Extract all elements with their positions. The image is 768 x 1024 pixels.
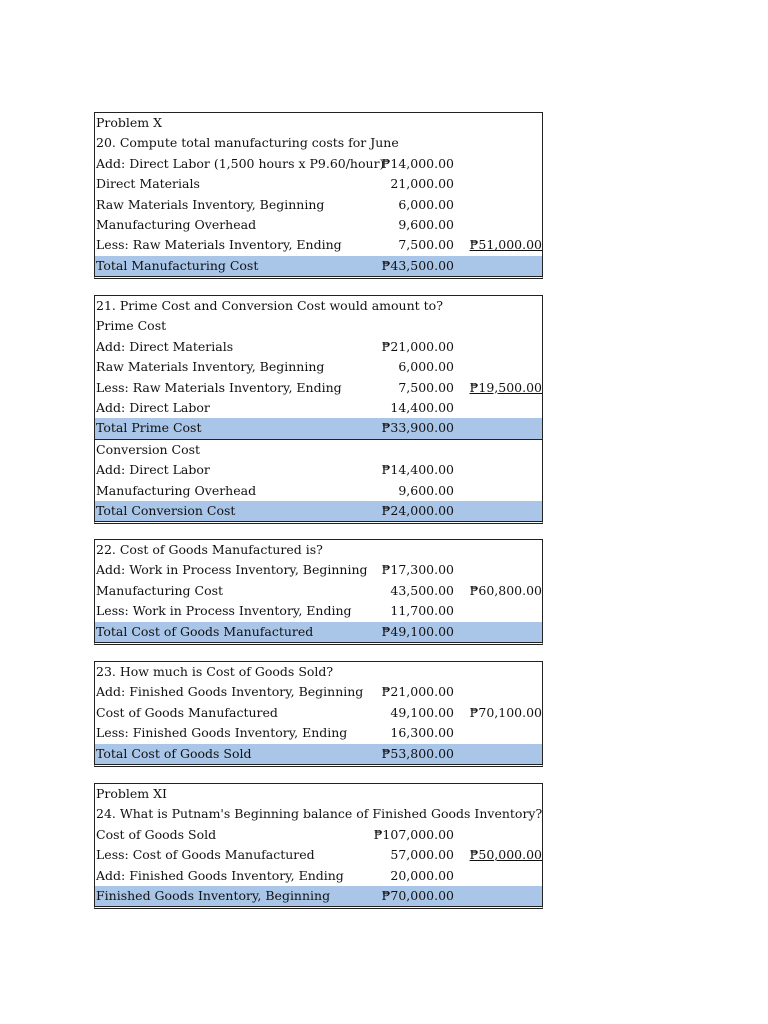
- row-label: Problem X: [96, 115, 163, 130]
- row-label: Less: Cost of Goods Manufactured: [96, 847, 315, 863]
- subtotal: ₱60,800.00: [469, 582, 542, 598]
- row-label: Less: Finished Goods Inventory, Ending: [96, 725, 348, 741]
- row-label: Problem XI: [96, 786, 167, 801]
- subtotal: ₱51,000.00: [469, 237, 542, 253]
- row-label: Direct Materials: [96, 176, 200, 192]
- row-label: Conversion Cost: [96, 441, 201, 457]
- subtotal: ₱19,500.00: [469, 379, 542, 395]
- row: [95, 235, 542, 255]
- row: [95, 439, 542, 460]
- row-label: 24. What is Putnam's Beginning balance of Finished Goods Inventory?: [96, 806, 543, 822]
- total-amount: ₱53,800.00: [381, 745, 454, 761]
- total-row: [95, 744, 542, 764]
- row: [95, 723, 542, 743]
- total-row: [95, 622, 542, 642]
- q22-block: [94, 539, 543, 645]
- row: [95, 215, 542, 235]
- problem-xi-q24-block: [94, 783, 543, 909]
- problem-x-q20-block: [94, 112, 543, 279]
- row-label: Total Manufacturing Cost: [96, 257, 259, 273]
- amount: ₱107,000.00: [373, 826, 454, 842]
- row-label: Finished Goods Inventory, Beginning: [96, 887, 331, 903]
- row: [95, 601, 542, 621]
- row: [95, 337, 542, 357]
- total-amount: ₱70,000.00: [381, 887, 454, 903]
- row: [95, 154, 542, 174]
- row: [95, 560, 542, 580]
- amount: 21,000.00: [390, 176, 454, 192]
- amount: 7,500.00: [398, 237, 454, 253]
- amount: 9,600.00: [398, 216, 454, 232]
- row-label: Less: Raw Materials Inventory, Ending: [96, 379, 342, 395]
- row: [95, 195, 542, 215]
- amount: ₱17,300.00: [381, 562, 454, 578]
- row: [95, 113, 542, 133]
- amount: 20,000.00: [390, 867, 454, 883]
- subtotal: ₱50,000.00: [469, 847, 542, 863]
- amount: 14,400.00: [390, 399, 454, 415]
- amount: 16,300.00: [390, 725, 454, 741]
- row: [95, 825, 542, 845]
- row-label: Prime Cost: [96, 318, 167, 334]
- subtotal: ₱70,100.00: [469, 704, 542, 720]
- row: [95, 174, 542, 194]
- row: [95, 703, 542, 723]
- row-label: Total Prime Cost: [96, 420, 202, 436]
- amount: 49,100.00: [390, 704, 454, 720]
- amount: ₱21,000.00: [381, 684, 454, 700]
- row: [95, 357, 542, 377]
- total-row: [95, 418, 542, 438]
- row-label: Add: Direct Materials: [96, 338, 234, 354]
- row-label: Add: Direct Labor: [96, 399, 210, 415]
- row-label: Total Conversion Cost: [96, 502, 236, 518]
- row: [95, 378, 542, 398]
- q23-block: [94, 661, 543, 767]
- row-label: 20. Compute total manufacturing costs for June: [96, 135, 399, 151]
- row-label: 23. How much is Cost of Goods Sold?: [96, 664, 334, 679]
- row: [95, 540, 542, 560]
- row: [95, 398, 542, 418]
- row-label: Add: Direct Labor: [96, 462, 210, 478]
- row: [95, 866, 542, 886]
- row-label: Raw Materials Inventory, Beginning: [96, 359, 325, 375]
- total-amount: ₱49,100.00: [381, 623, 454, 639]
- amount: 43,500.00: [390, 582, 454, 598]
- amount: 9,600.00: [398, 482, 454, 498]
- amount: 6,000.00: [398, 359, 454, 375]
- amount: 57,000.00: [390, 847, 454, 863]
- row: [95, 296, 542, 316]
- row-label: 21. Prime Cost and Conversion Cost would amount to?: [96, 298, 443, 313]
- total-amount: ₱33,900.00: [381, 420, 454, 436]
- row-label: Less: Work in Process Inventory, Ending: [96, 603, 352, 619]
- amount: ₱14,400.00: [381, 462, 454, 478]
- amount: ₱21,000.00: [381, 338, 454, 354]
- amount: 6,000.00: [398, 196, 454, 212]
- row-label: Add: Finished Goods Inventory, Ending: [96, 867, 344, 883]
- total-row: [95, 256, 542, 276]
- row: [95, 804, 542, 824]
- row-label: Add: Finished Goods Inventory, Beginning: [96, 684, 364, 700]
- row: [95, 133, 542, 153]
- row: [95, 662, 542, 682]
- total-row: [95, 501, 542, 521]
- row: [95, 460, 542, 480]
- total-amount: ₱43,500.00: [381, 257, 454, 273]
- amount: ₱14,000.00: [381, 155, 454, 171]
- row-label: Total Cost of Goods Manufactured: [96, 623, 314, 639]
- row: [95, 784, 542, 804]
- total-amount: ₱24,000.00: [381, 502, 454, 518]
- row: [95, 481, 542, 501]
- row: [95, 581, 542, 601]
- row-label: Manufacturing Overhead: [96, 216, 257, 232]
- row: [95, 316, 542, 336]
- row-label: Cost of Goods Manufactured: [96, 704, 278, 720]
- row-label: Manufacturing Overhead: [96, 482, 257, 498]
- row: [95, 845, 542, 865]
- amount: 11,700.00: [390, 603, 454, 619]
- row-label: 22. Cost of Goods Manufactured is?: [96, 542, 323, 557]
- amount: 7,500.00: [398, 379, 454, 395]
- row-label: Less: Raw Materials Inventory, Ending: [96, 237, 342, 253]
- row-label: Manufacturing Cost: [96, 582, 224, 598]
- row-label: Add: Work in Process Inventory, Beginning: [96, 562, 368, 578]
- row-label: Add: Direct Labor (1,500 hours x P9.60/hour): [96, 155, 385, 171]
- q21-block: [94, 295, 543, 524]
- row-label: Total Cost of Goods Sold: [96, 745, 252, 761]
- row-label: Raw Materials Inventory, Beginning: [96, 196, 325, 212]
- row: [95, 682, 542, 702]
- total-row: [95, 886, 542, 906]
- row-label: Cost of Goods Sold: [96, 826, 217, 842]
